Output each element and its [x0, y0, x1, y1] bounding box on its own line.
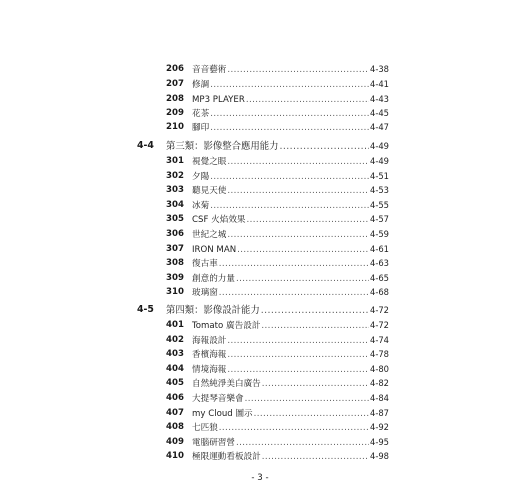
dot-leader — [219, 421, 369, 435]
toc-entry-title: 冰菊 — [192, 201, 210, 211]
toc-entry-210[interactable] — [166, 120, 389, 134]
dot-leader — [227, 363, 369, 377]
toc-entry-page: 4-47 — [369, 122, 389, 132]
toc-entry-403[interactable] — [166, 347, 389, 361]
dot-leader — [227, 334, 369, 348]
toc-entry-page: 4-41 — [369, 79, 389, 89]
toc-entry-title: CSF 火焰效果 — [192, 215, 246, 225]
toc-entry-304[interactable] — [166, 198, 389, 212]
toc-entry-page: 4-51 — [369, 171, 389, 181]
dot-leader — [210, 121, 369, 135]
toc-entry-number: 301 — [166, 156, 184, 166]
dot-leader — [227, 155, 369, 169]
toc-entry-number: 306 — [166, 229, 184, 239]
toc-entry-207[interactable] — [166, 77, 389, 91]
toc-entry-title: 海報設計 — [192, 336, 227, 346]
toc-entry-title: 花茶 — [192, 109, 210, 119]
toc-entry-410[interactable] — [166, 449, 389, 463]
dot-leader — [227, 63, 369, 77]
toc-entry-title: 大提琴音樂會 — [192, 394, 244, 404]
toc-entry-page: 4-53 — [369, 185, 389, 195]
dot-leader — [219, 286, 369, 300]
toc-entry-page: 4-57 — [369, 214, 389, 224]
toc-entry-title: 世紀之城 — [192, 230, 227, 240]
toc-entry-302[interactable] — [166, 169, 389, 183]
toc-entry-title: 創意的力量 — [192, 274, 235, 284]
dot-leader — [210, 107, 369, 121]
toc-entry-number: 404 — [166, 364, 184, 374]
toc-entry-page: 4-65 — [369, 273, 389, 283]
toc-entry-page: 4-45 — [369, 108, 389, 118]
toc-entry-number: 402 — [166, 335, 184, 345]
dot-leader — [210, 199, 369, 213]
toc-entry-number: 307 — [166, 244, 184, 254]
toc-entry-404[interactable] — [166, 362, 389, 376]
toc-entry-301[interactable] — [166, 154, 389, 168]
toc-entry-title: MP3 PLAYER — [192, 95, 245, 105]
toc-entry-407[interactable] — [166, 406, 389, 420]
toc-entry-number: 302 — [166, 171, 184, 181]
toc-entry-309[interactable] — [166, 271, 389, 285]
dot-leader — [210, 78, 369, 92]
toc-entry-title: 腳印 — [192, 123, 210, 133]
dot-leader — [261, 304, 369, 318]
toc-entry-number: 401 — [166, 320, 184, 330]
toc-entry-title: 情境海報 — [192, 365, 227, 375]
toc-entry-408[interactable] — [166, 420, 389, 434]
toc-entry-number: 405 — [166, 378, 184, 388]
toc-entry-page: 4-80 — [369, 364, 389, 374]
toc-entry-number: 409 — [166, 437, 184, 447]
toc-entry-310[interactable] — [166, 285, 389, 299]
toc-section-number: 4-4 — [137, 140, 154, 151]
toc-entry-number: 207 — [166, 79, 184, 89]
dot-leader — [210, 170, 369, 184]
toc-entry-number: 305 — [166, 214, 184, 224]
dot-leader — [227, 184, 369, 198]
dot-leader — [227, 228, 369, 242]
toc-entry-number: 303 — [166, 185, 184, 195]
toc-entry-title: 音音藝術 — [192, 65, 227, 75]
toc-entry-page: 4-61 — [369, 244, 389, 254]
toc-entry-405[interactable] — [166, 376, 389, 390]
toc-entry-number: 210 — [166, 122, 184, 132]
toc-entry-307[interactable] — [166, 242, 389, 256]
toc-entry-409[interactable] — [166, 435, 389, 449]
toc-entry-page: 4-63 — [369, 258, 389, 268]
toc-entry-page: 4-74 — [369, 335, 389, 345]
toc-entry-number: 403 — [166, 349, 184, 359]
toc-entry-page: 4-49 — [369, 156, 389, 166]
toc-section-page: 4-49 — [369, 141, 389, 151]
dot-leader — [247, 213, 369, 227]
toc-entry-page: 4-55 — [369, 200, 389, 210]
dot-leader — [227, 348, 369, 362]
toc-entry-page: 4-72 — [369, 320, 389, 330]
dot-leader — [254, 407, 369, 421]
toc-entry-title: 修調 — [192, 80, 210, 90]
toc-section-4-5[interactable] — [137, 303, 389, 317]
toc-entry-page: 4-98 — [369, 451, 389, 461]
toc-entry-number: 209 — [166, 108, 184, 118]
toc-entry-page: 4-43 — [369, 94, 389, 104]
toc-entry-title: 夕陽 — [192, 172, 210, 182]
dot-leader — [219, 257, 369, 271]
toc-entry-406[interactable] — [166, 391, 389, 405]
toc-entry-308[interactable] — [166, 256, 389, 270]
toc-section-title: 第三類：影像整合應用能力 — [166, 141, 279, 152]
toc-entry-number: 304 — [166, 200, 184, 210]
toc-entry-title: my Cloud 圖示 — [192, 409, 253, 419]
toc-section-title: 第四類：影像設計能力 — [166, 305, 260, 316]
dot-leader — [280, 140, 369, 154]
toc-entry-title: 七匹狼 — [192, 423, 218, 433]
toc-entry-title: Tomato 廣告設計 — [192, 321, 261, 331]
toc-entry-number: 406 — [166, 393, 184, 403]
toc-entry-title: 玻璃窗 — [192, 288, 218, 298]
toc-entry-305[interactable] — [166, 212, 389, 226]
toc-entry-page: 4-82 — [369, 378, 389, 388]
toc-entry-title: 香檳海報 — [192, 350, 227, 360]
toc-entry-page: 4-59 — [369, 229, 389, 239]
toc-entry-number: 310 — [166, 287, 184, 297]
toc-entry-number: 206 — [166, 64, 184, 74]
dot-leader — [236, 436, 369, 450]
toc-entry-page: 4-87 — [369, 408, 389, 418]
dot-leader — [245, 392, 369, 406]
dot-leader — [262, 450, 369, 464]
toc-entry-number: 208 — [166, 94, 184, 104]
toc-entry-title: 復古車 — [192, 259, 218, 269]
toc-section-4-4[interactable] — [137, 139, 389, 153]
toc-entry-title: 聽見天使 — [192, 186, 227, 196]
toc-entry-page: 4-68 — [369, 287, 389, 297]
toc-section-page: 4-72 — [369, 305, 389, 315]
toc-entry-402[interactable] — [166, 333, 389, 347]
toc-entry-page: 4-38 — [369, 64, 389, 74]
toc-entry-208[interactable] — [166, 92, 389, 106]
toc-entry-number: 308 — [166, 258, 184, 268]
toc-entry-page: 4-92 — [369, 422, 389, 432]
toc-entry-number: 407 — [166, 408, 184, 418]
dot-leader — [246, 93, 369, 107]
toc-entry-page: 4-95 — [369, 437, 389, 447]
toc-entry-title: 視覺之眼 — [192, 157, 227, 167]
toc-entry-401[interactable] — [166, 318, 389, 332]
toc-entry-page: 4-84 — [369, 393, 389, 403]
toc-entry-209[interactable] — [166, 106, 389, 120]
toc-entry-title: 極限運動看板設計 — [192, 452, 261, 462]
dot-leader — [236, 272, 369, 286]
dot-leader — [237, 243, 369, 257]
dot-leader — [261, 319, 369, 333]
toc-entry-title: 自然純淨美白廣告 — [192, 379, 261, 389]
page-number: - 3 - — [251, 473, 269, 483]
toc-entry-number: 309 — [166, 273, 184, 283]
toc-section-number: 4-5 — [137, 304, 154, 315]
toc-entry-title: IRON MAN — [192, 245, 237, 255]
dot-leader — [262, 377, 369, 391]
toc-entry-306[interactable] — [166, 227, 389, 241]
toc-entry-303[interactable] — [166, 183, 389, 197]
toc-entry-title: 電腦研習營 — [192, 438, 235, 448]
toc-entry-206[interactable] — [166, 62, 389, 76]
toc-entry-number: 410 — [166, 451, 184, 461]
toc-entry-number: 408 — [166, 422, 184, 432]
toc-entry-page: 4-78 — [369, 349, 389, 359]
